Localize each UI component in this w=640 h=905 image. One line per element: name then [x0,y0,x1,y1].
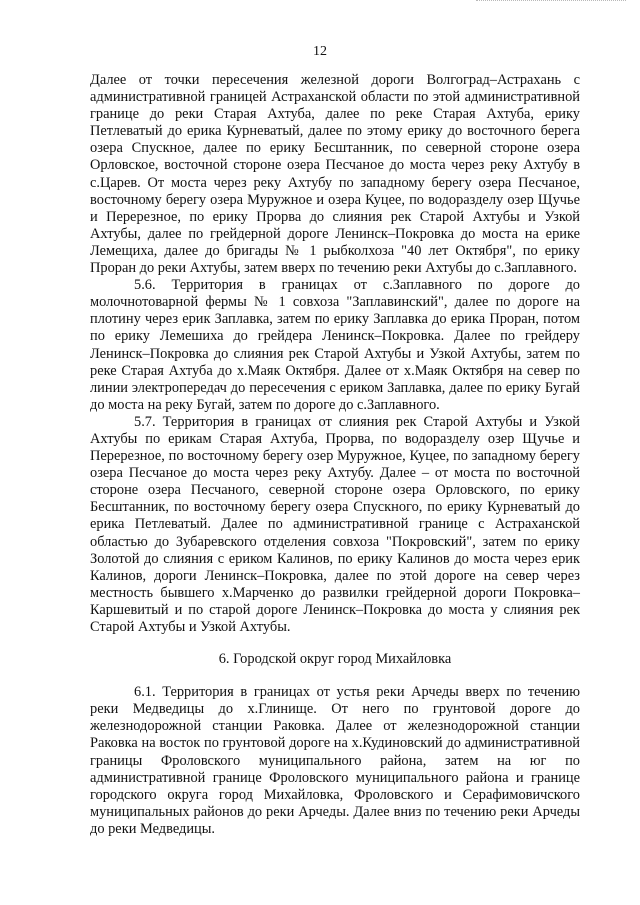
paragraph-6-1: 6.1. Территория в границах от устья реки Арчеды вверх по течению реки Медведицы до х.Глинище. От него по грунтовой дороге до железнодорожной станции Раковка. Далее от железнодорожной станции Раковка на восток по грунтовой дороге на х.Кудиновский до административной границы Фроловского муниципального района, затем на юг по административной границе Фроловского муниципального района и границе городского округа город Михайловка, Фроловского и Серафимовичского муниципальных районов до реки Арчеды. Далее вниз по течению реки Арчеды до реки Медведицы. [90,684,580,837]
paragraph-5-7: 5.7. Территория в границах от слияния рек Старой Ахтубы и Узкой Ахтубы по ерикам Старая Ахтуба, Прорва, по водоразделу озер Щучье и Перерезное, по восточному берегу озер Муружное, Куцее, по западному берегу озера Песчаное до моста через реку Ахтубу. Далее – от моста по восточной стороне озера Песчаного, северной стороне озера Орловского, по ерику Бесштанник, по восточному берегу озера Спускного, по ерику Курневатый до ерика Петлеватый. Далее по административной границе с Астраханской областью до Зубаревского отделения совхоза "Покровский", затем по ерику Золотой до слияния с ериком Калинов, по ерику Калинов до моста через ерик Калинов, дороги Ленинск–Покровка, далее по этой дороге на север через местность бывшего х.Марченко до развилки грейдерной дороги Покровка–Каршевитый и по старой дороге Ленинск–Покровка до моста у слияния рек Старой Ахтубы и Узкой Ахтубы. [90,413,580,635]
paragraph-5-6: 5.6. Территория в границах от с.Заплавного по дороге до молочнотоварной фермы № 1 совхоза "Заплавинский", далее по дороге на плотину через ерик Заплавка, затем по ерику Заплавка до ерика Проран, потом по ерику Лемешиха до грейдера Ленинск–Покровка. Далее по грейдеру Ленинск–Покровка до слияния рек Старой Ахтубы и Узкой Ахтубы, затем по реке Старая Ахтуба до х.Маяк Октября. Далее от х.Маяк Октября на север по линии электропередач до пересечения с ериком Заплавка, далее по ерику Бугай до моста на реку Бугай, затем по дороге до с.Заплавного. [90,277,580,413]
paragraph-continuation: Далее от точки пересечения железной дороги Волгоград–Астрахань с административной границей Астраханской области по этой административной границе до реки Старая Ахтуба, далее по реке Старая Ахтуба, ерику Петлеватый до ерика Курневатый, далее по этому ерику до восточного берега озера Спускное, далее по ерику Бесштанник, по северной стороне озера Орловское, восточной стороне озера Песчаное до моста через реку Ахтубу в с.Царев. От моста через реку Ахтубу по западному берегу озера Песчаное, восточному берегу озера Муружное и озера Куцее, по водоразделу озер Щучье и Перерезное, по ерику Прорва до слияния рек Старой Ахтубы и Узкой Ахтубы, далее по грейдерной дороге Ленинск–Покровка до моста на ерике Лемещиха, далее до бригады № 1 рыбколхоза "40 лет Октября", по ерику Проран до реки Ахтубы, затем вверх по течению реки Ахтубы до с.Заплавного. [90,72,580,277]
document-body [90,72,580,838]
section-heading: 6. Городской округ город Михайловка [218,651,452,668]
scan-artifact [476,0,626,5]
page-number: 12 [313,44,327,59]
